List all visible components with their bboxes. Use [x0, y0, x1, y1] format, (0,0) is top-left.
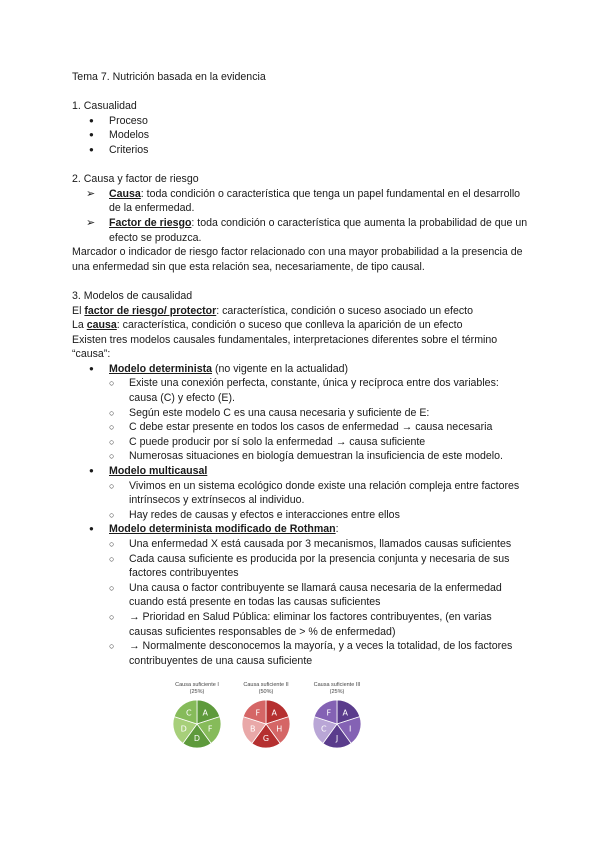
pie-slice-label: D [193, 734, 201, 744]
factor-line [72, 304, 528, 319]
causa-term: causa [86, 319, 117, 332]
causa-line [72, 318, 528, 333]
pie-slice-label: A [202, 709, 208, 719]
pie-slice-label: F [326, 709, 332, 719]
pie-percent: (25%) [329, 689, 345, 696]
models-intro: Existen tres modelos causales fundamentales, interpretaciones diferentes sobre el término “causa”: [72, 333, 498, 361]
text-span: : característica, condición o suceso asociado un efecto [216, 304, 473, 317]
pie-slice-label: B [250, 724, 256, 734]
list-item: ○ Una enfermedad X está causada por 3 mecanismos, llamados causas suficientes [72, 537, 528, 552]
list-item: ○ Hay redes de causas y efectos e interacciones entre ellos [72, 508, 528, 523]
model-determinista [72, 362, 528, 464]
model-points [72, 479, 528, 523]
sufficient-causes-figure [72, 672, 528, 802]
list-item: ○ Una causa o factor contribuyente se llamará causa necesaria de la enfermedad cuando está presente en todas las causas suficientes [72, 581, 528, 610]
text-span: : característica, condición o suceso que conlleva la aparición de un efecto [116, 319, 463, 332]
pie-slice-label: G [262, 734, 270, 744]
pie-chart [311, 698, 363, 750]
list-item: ○ Existe una conexión perfecta, constante, única y recíproca entre dos variables: causa (C) y efecto (E). [72, 376, 528, 405]
list-item: ○ Numerosas situaciones en biología demuestran la insuficiencia de este modelo. [72, 449, 528, 464]
model-rothman [72, 522, 528, 668]
list-item: ● Criterios [72, 143, 528, 158]
model-note: (no vigente en la actualidad) [212, 362, 349, 375]
pie-percent: (50%) [258, 689, 274, 696]
list-item: ○ C debe estar presente en todos los casos de enfermedad → causa necesaria [72, 420, 528, 435]
marcador-paragraph: Marcador o indicador de riesgo factor relacionado con una mayor probabilidad a la presencia de una enfermedad sin que esta relación sea, necesariamente, de tipo causal. [72, 246, 523, 273]
list-item [72, 216, 528, 245]
pie-figure-3 [297, 682, 377, 750]
pie-chart [240, 698, 292, 750]
list-item: ○ Cada causa suficiente es producida por la presencia conjunta y necesaria de sus factores contribuyentes [72, 552, 528, 581]
text-span: La [72, 319, 87, 332]
model-title: Modelo determinista [109, 362, 213, 375]
pie-title: Causa suficiente II [243, 682, 289, 689]
section-3-heading: 3. Modelos de causalidad [72, 289, 193, 302]
pie-slice-label: A [342, 709, 348, 719]
model-points [72, 376, 528, 464]
pie-slice-label: J [335, 734, 339, 744]
model-title: Modelo multicausal [109, 465, 208, 478]
pie-slice-label: A [271, 709, 277, 719]
pie-title: Causa suficiente I [175, 682, 219, 689]
document-title: Tema 7. Nutrición basada en la evidencia [72, 71, 266, 83]
text-span: : [335, 523, 339, 536]
model-points [72, 537, 528, 668]
models-list [72, 362, 528, 668]
pie-chart [171, 698, 223, 750]
list-item: ● Proceso [72, 114, 528, 129]
causa-definition: : toda condición o característica que tenga un papel fundamental en el desarrollo de la enfermedad. [109, 187, 521, 215]
pie-slice-label: D [180, 724, 187, 734]
pie-slice-label: F [207, 724, 213, 734]
factor-term: factor de riesgo/ protector [84, 304, 217, 317]
factor-definition: : toda condición o característica que aumenta la probabilidad de que un efecto se produzca. [109, 216, 528, 244]
text-span: El [72, 304, 85, 317]
list-item: ○ Según este modelo C es una causa necesaria y suficiente de E: [72, 406, 528, 421]
list-item: ○ Vivimos en un sistema ecológico donde existe una relación compleja entre factores intrínsecos y extrínsecos al individuo. [72, 479, 528, 508]
pie-slice-label: C [320, 724, 327, 734]
section-2-list [72, 187, 528, 245]
pie-figure-1 [157, 682, 237, 750]
section-2-heading: 2. Causa y factor de riesgo [72, 173, 199, 186]
list-item: ● Modelos [72, 128, 528, 143]
pie-title: Causa suficiente III [313, 682, 361, 689]
model-multicausal [72, 464, 528, 522]
pie-figure-2 [226, 682, 306, 750]
pie-slice-label: I [349, 724, 352, 734]
pie-slice-label: H [276, 724, 283, 734]
list-item: ○ → Prioridad en Salud Pública: eliminar los factores contribuyentes, (en varias causas suficientes responsables de > % de enfermedad) [72, 610, 528, 639]
section-1-list [72, 114, 528, 158]
list-item: ○ C puede producir por sí solo la enfermedad → causa suficiente [72, 435, 528, 450]
causa-term: Causa [109, 187, 141, 200]
pie-percent: (25%) [189, 689, 205, 696]
list-item [72, 187, 528, 216]
section-1-heading: 1. Casualidad [72, 100, 137, 113]
pie-slice-label: C [186, 709, 192, 719]
document-page [72, 70, 528, 802]
model-title: Modelo determinista modificado de Rothman [109, 523, 336, 536]
pie-slice-label: F [255, 709, 261, 719]
list-item: ○ → Normalmente desconocemos la mayoría, y a veces la totalidad, de los factores contribuyentes de una causa suficiente [72, 639, 528, 668]
factor-term: Factor de riesgo [109, 216, 192, 229]
